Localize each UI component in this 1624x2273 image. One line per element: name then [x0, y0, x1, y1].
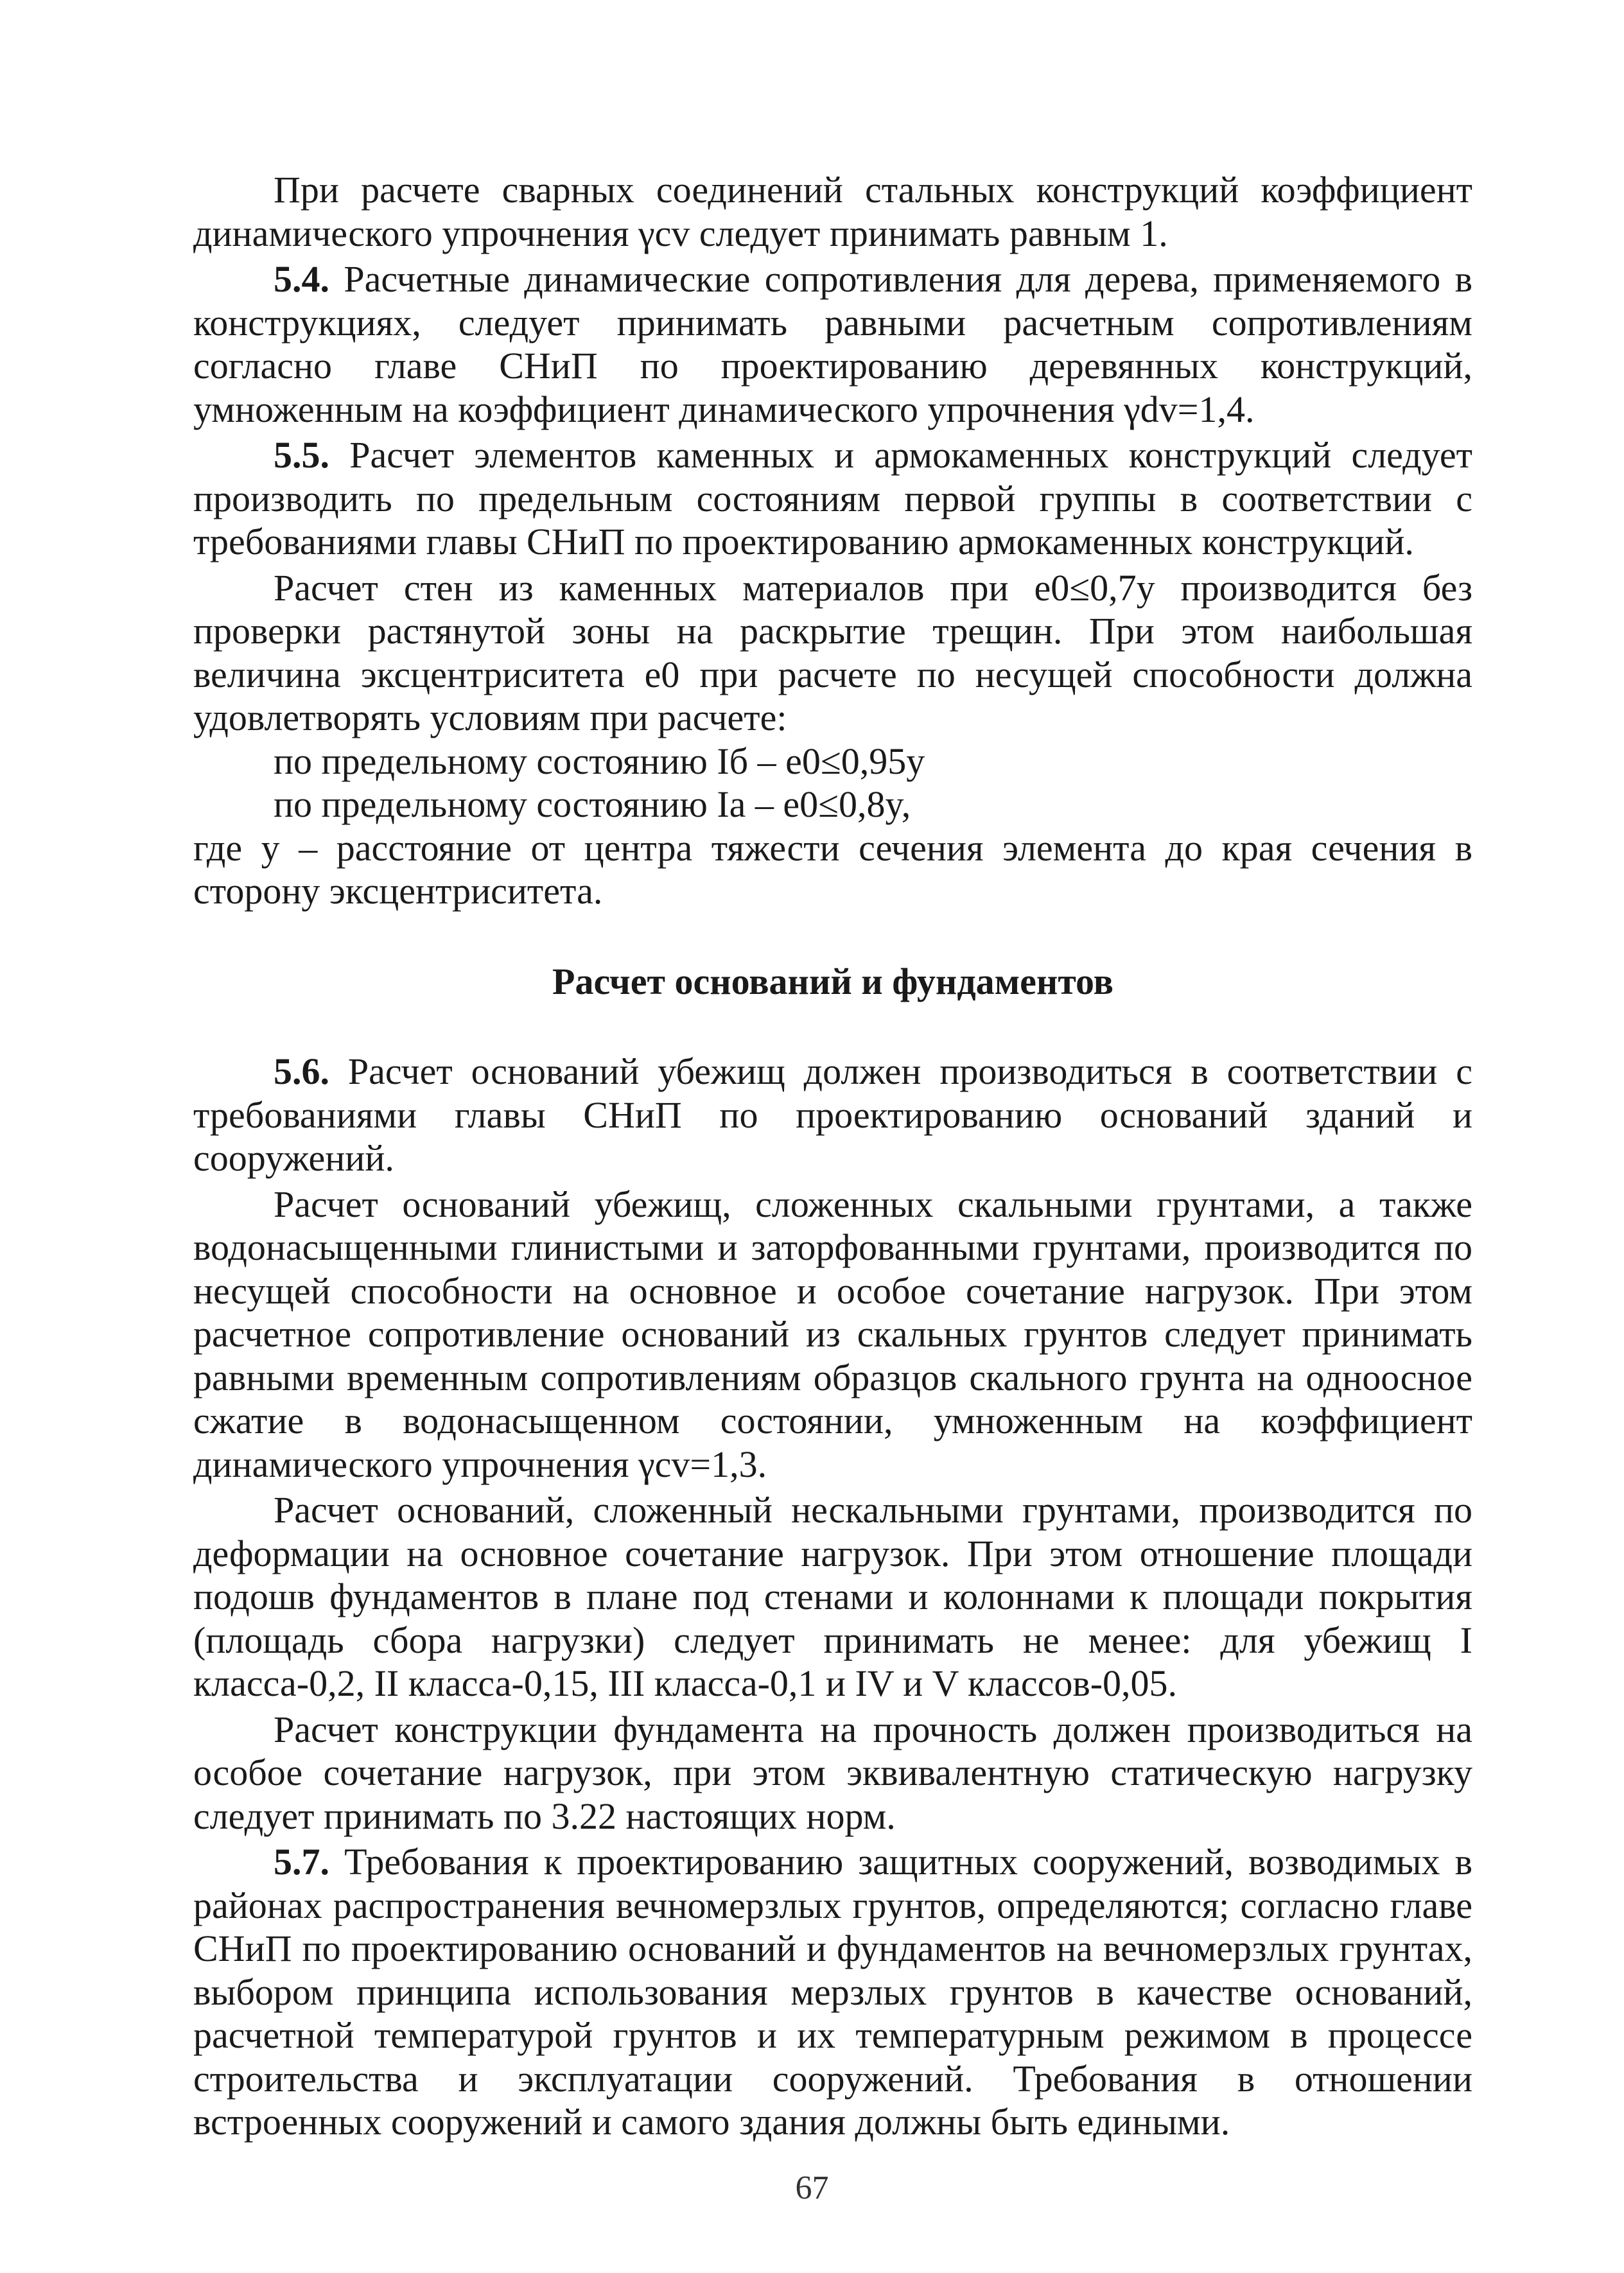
- section-heading: Расчет оснований и фундаментов: [552, 960, 1113, 1002]
- paragraph-text: Расчет элементов каменных и армокаменных конструкций следует производить по предельным состояниям первой группы в соответствии с требованиями главы СНиП по проектированию армокаменных конструкций.: [193, 434, 1472, 562]
- paragraph-text: Расчет стен из каменных материалов при e0≤0,7y производится без проверки растянутой зоны на раскрытие трещин. При этом наибольшая величина эксцентриситета e0 при расчете по несущей способности должна удовлетворять условиям при расчете:: [193, 566, 1472, 738]
- paragraph-text: Расчет оснований, сложенный нескальными грунтами, производится по деформации на основное сочетание нагрузок. При этом отношение площади подошв фундаментов в плане под стенами и колоннами к площади покрытия (площадь сбора нагрузки) следует принимать не менее: для убежищ I класса-0,2, II класса-0,15, III класса-0,1 и IV и V классов-0,05.: [193, 1489, 1472, 1704]
- clause-number: 5.4.: [274, 258, 329, 300]
- clause-number: 5.5.: [274, 434, 329, 476]
- paragraph-text: При расчете сварных соединений стальных конструкций коэффициент динамического упрочнения γсv следует принимать равным 1.: [193, 169, 1472, 254]
- clause-5-6: [193, 1050, 1472, 1180]
- paragraph-text: Расчет оснований убежищ, сложенных скальными грунтами, а также водонасыщенными глинистыми и заторфованными грунтами, производится по несущей способности на основное и особое сочетание нагрузок. При этом расчетное сопротивление оснований из скальных грунтов следует принимать равными временным сопротивлениям образцов скального грунта на одноосное сжатие в водонасыщенном состоянии, умноженным на коэффициент динамического упрочнения γcv=1,3.: [193, 1183, 1472, 1485]
- paragraph-text: Расчет оснований убежищ должен производиться в соответствии с требованиями главы СНиП по проектированию оснований зданий и сооружений.: [193, 1050, 1472, 1179]
- paragraph-foundation-strength: [193, 1708, 1472, 1838]
- paragraph-text: Требования к проектированию защитных сооружений, возводимых в районах распространения вечномерзлых грунтов, определяются; согласно главе СНиП по проектированию оснований и фундаментов на вечномерзлых грунтах, выбором принципа использования мерзлых грунтов в качестве оснований, расчетной температурой грунтов и их температурным режимом в процессе строительства и эксплуатации сооружений. Требования в отношении встроенных сооружений и самого здания должны быть едиными.: [193, 1841, 1472, 2143]
- paragraph-where-definition: где y – расстояние от центра тяжести сечения элемента до края сечения в сторону эксцентриситета.: [193, 826, 1472, 912]
- paragraph-stone-walls: [193, 566, 1472, 740]
- paragraph-text: Расчет конструкции фундамента на прочность должен производиться на особое сочетание нагрузок, при этом эквивалентную статическую нагрузку следует принимать по 3.22 настоящих норм.: [193, 1708, 1472, 1837]
- clause-number: 5.6.: [274, 1050, 329, 1092]
- page-number: 67: [795, 2170, 829, 2206]
- clause-5-7: [193, 1840, 1472, 2144]
- clause-5-5: [193, 433, 1472, 564]
- paragraph-rock-foundations: [193, 1183, 1472, 1486]
- paragraph-text: Расчетные динамические сопротивления для дерева, применяемого в конструкциях, следует принимать равными расчетным сопротивлениям согласно главе СНиП по проектированию деревянных конструкций, умноженным на коэффициент динамического упрочнения γdv=1,4.: [193, 258, 1472, 430]
- document-page: [193, 168, 1472, 2144]
- formula-limit-state-1b: по предельному состоянию Iб – e0≤0,95y: [274, 740, 925, 782]
- paragraph-welded-joints: [193, 168, 1472, 255]
- paragraph-nonrock-foundations: [193, 1488, 1472, 1705]
- clause-5-4: [193, 257, 1472, 431]
- clause-number: 5.7.: [274, 1841, 329, 1883]
- formula-limit-state-1a: по предельному состоянию Ia – e0≤0,8y,: [274, 783, 911, 825]
